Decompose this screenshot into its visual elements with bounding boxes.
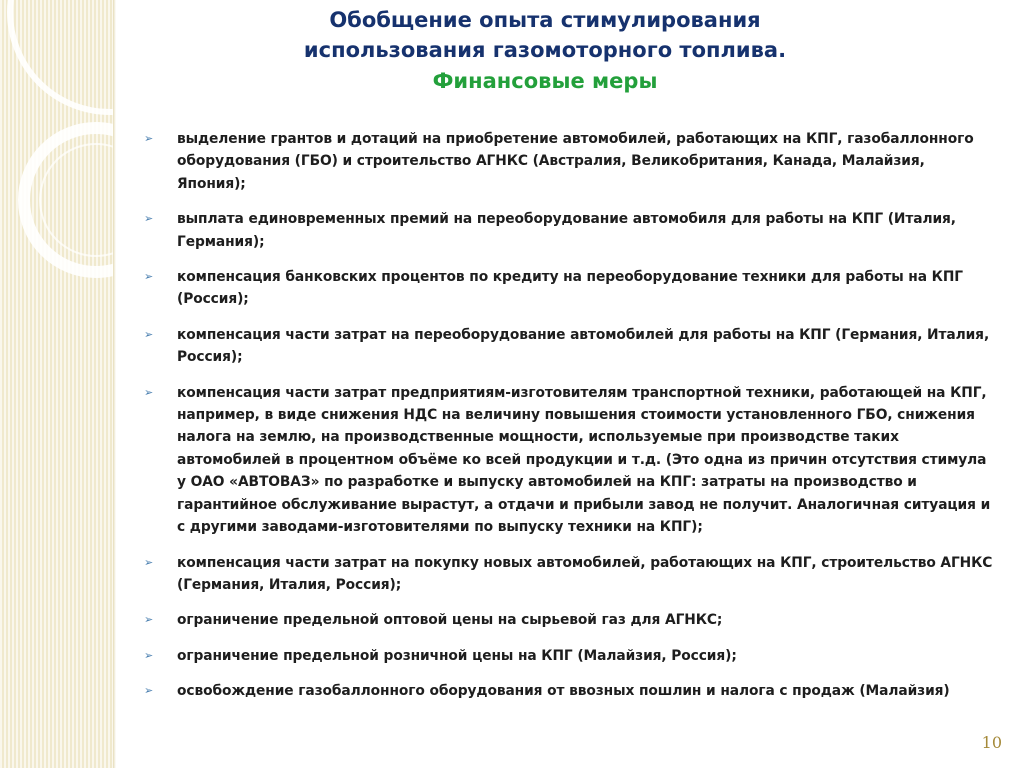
list-item: [143, 208, 998, 253]
slide-title: [150, 5, 940, 97]
list-item: [143, 324, 998, 369]
list-item: [143, 680, 998, 702]
decorative-side-panel: [0, 0, 113, 768]
list-item-text: компенсация части затрат предприятиям-изготовителям транспортной техники, работающей на КПГ, например, в виде снижения НДС на величину повышения стоимости установленного ГБО, снижения налога на землю, на производственные мощности, используемые при производстве таких автомобилей в процентном объёме ко всей продукции и т.д. (Это одна из причин отсутствия стимула у ОАО «АВТОВАЗ» по разработке и выпуску автомобилей на КПГ: затраты на производство и гарантийное обслуживание вырастут, а отдачи и прибыли завод не получит. Аналогичная ситуация и с другими заводами-изготовителями по выпуску техники на КПГ);: [177, 384, 991, 536]
arrow-bullet-icon: ➢: [144, 613, 154, 627]
list-item-text: освобождение газобаллонного оборудования от ввозных пошлин и налога с продаж (Малайзия): [177, 683, 950, 700]
list-item-text: компенсация части затрат на покупку новых автомобилей, работающих на КПГ, строительство АГНКС (Германия, Италия, Россия);: [177, 554, 993, 593]
title-line-2: использования газомоторного топлива.: [303, 38, 787, 62]
list-item: [143, 382, 998, 539]
list-item-text: компенсация банковских процентов по кредиту на переоборудование техники для работы на КПГ (Россия);: [177, 269, 963, 308]
list-item-text: ограничение предельной оптовой цены на сырьевой газ для АГНКС;: [177, 612, 723, 629]
arrow-bullet-icon: ➢: [144, 555, 154, 569]
list-item: [143, 128, 998, 195]
title-line-1: Обобщение опыта стимулирования: [329, 8, 761, 32]
decorative-circles: [0, 0, 113, 768]
list-item: [143, 266, 998, 311]
arrow-bullet-icon: ➢: [144, 684, 154, 698]
arrow-bullet-icon: ➢: [144, 648, 154, 662]
list-item-text: ограничение предельной розничной цены на КПГ (Малайзия, Россия);: [177, 647, 737, 664]
list-item-text: компенсация части затрат на переоборудование автомобилей для работы на КПГ (Германия, Италия, Россия);: [177, 326, 990, 366]
arrow-bullet-icon: ➢: [144, 212, 154, 226]
arrow-bullet-icon: ➢: [144, 327, 154, 341]
list-item: [143, 645, 998, 667]
list-item: [143, 552, 998, 597]
side-panel-edge: [113, 0, 116, 768]
list-item-text: выплата единовременных премий на переоборудование автомобиля для работы на КПГ (Италия, Германия);: [177, 211, 956, 250]
page-number: 10: [981, 733, 1002, 752]
arrow-bullet-icon: ➢: [144, 270, 154, 284]
bullet-list: [143, 128, 998, 716]
slide-subtitle: Финансовые меры: [432, 69, 658, 93]
arrow-bullet-icon: ➢: [144, 385, 154, 399]
list-item: [143, 609, 998, 631]
list-item-text: выделение грантов и дотаций на приобретение автомобилей, работающих на КПГ, газобаллонного оборудования (ГБО) и строительство АГНКС (Австралия, Великобритания, Канада, Малайзия, Япония);: [177, 131, 974, 192]
arrow-bullet-icon: ➢: [144, 132, 154, 145]
